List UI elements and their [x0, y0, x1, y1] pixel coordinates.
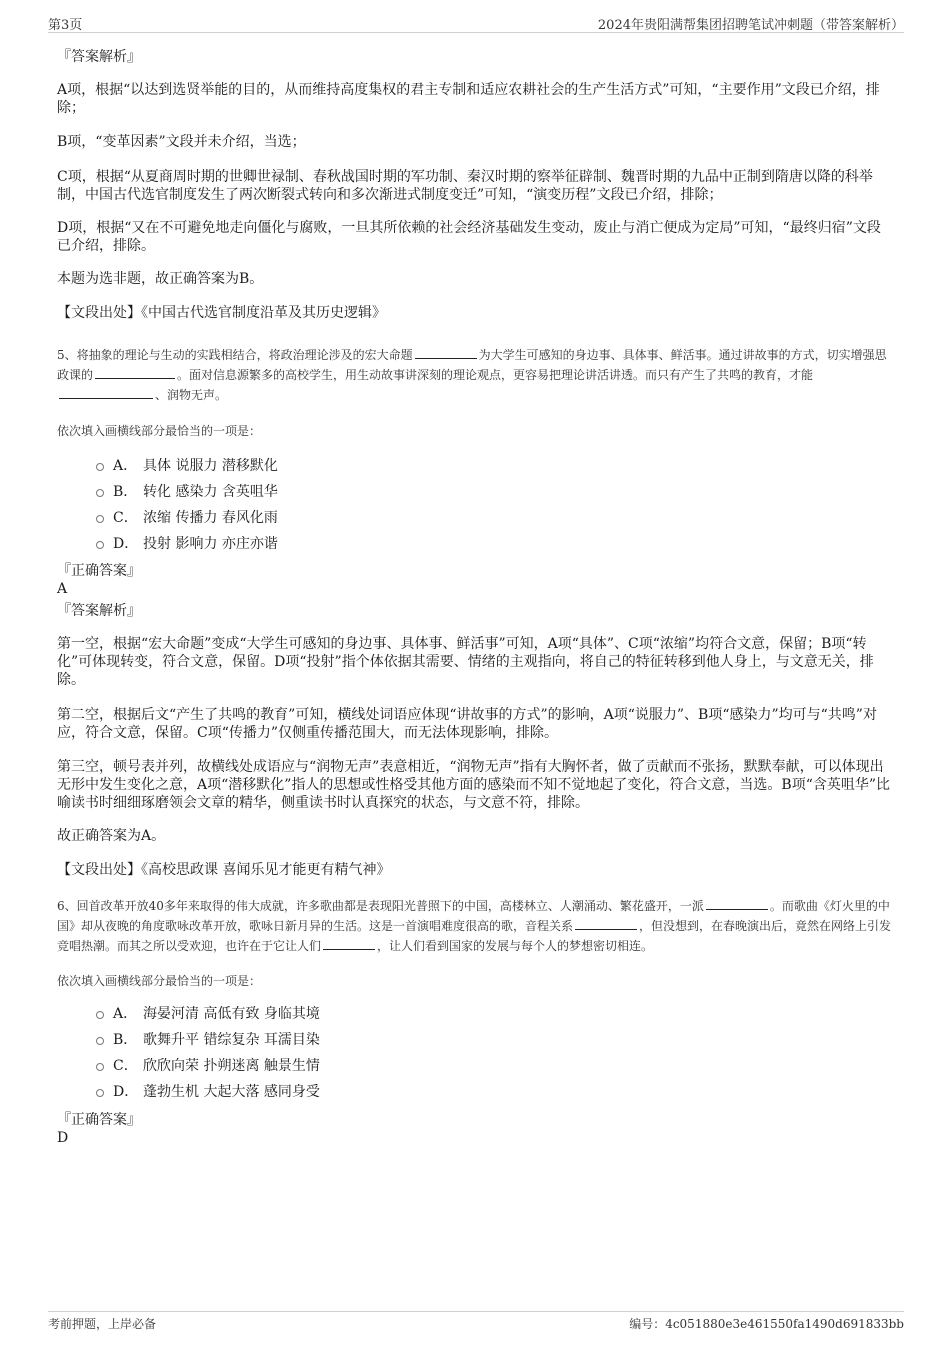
radio-icon[interactable] [96, 489, 104, 497]
q6-option-b[interactable]: B． 歌舞升平 错综复杂 耳濡目染 [96, 1026, 320, 1052]
q6-answer: D [57, 1130, 69, 1146]
q6-answer-heading: 『正确答案』 [57, 1112, 141, 1128]
q5-prompt: 依次填入画横线部分最恰当的一项是： [57, 424, 262, 438]
radio-icon[interactable] [96, 463, 104, 471]
q4-analysis-b: B项，“变革因素”文段并未介绍，当选； [57, 134, 306, 150]
footer-slogan: 考前押题，上岸必备 [48, 1317, 157, 1331]
q4-analysis-a: A项，根据“以达到选贤举能的目的，从而维持高度集权的君主专制和适应农耕社会的生产生活方式”可知，“主要作用”文段已介绍，排除； [57, 82, 880, 116]
blank-1 [415, 346, 477, 359]
q4-conclusion: 本题为选非题，故正确答案为B。 [57, 271, 264, 287]
blank-3 [59, 386, 153, 399]
document-title: 2024年贵阳满帮集团招聘笔试冲刺题（带答案解析） [597, 18, 904, 33]
document-id: 编号：4c051880e3e461550fa1490d691833bb [629, 1317, 904, 1331]
radio-icon[interactable] [96, 1089, 104, 1097]
q6-stem: 6、回首改革开放40多年来取得的伟大成就，许多歌曲都是表现阳光普照下的中国，高楼林立、人潮涌动、繁花盛开，一派 。而歌曲《灯火里的中国》却从夜晚的角度歌咏改革开放，歌咏日新月异的生活。这是一首演唱难度很高的歌，音程关系 ，但没想到，在春晚演出后，竟然在网络上引发竞唱热潮。而其之所以受欢迎，也许在于它让人们 ，让人们看到国家的发展与每个人的梦想密切相连。 [57, 899, 892, 953]
q5-option-b[interactable]: B． 转化 感染力 含英咀华 [96, 478, 278, 504]
radio-icon[interactable] [96, 1063, 104, 1071]
q6-option-c[interactable]: C． 欣欣向荣 扑朔迷离 触景生情 [96, 1052, 320, 1078]
q5-analysis-3: 第三空，顿号表并列，故横线处成语应与“润物无声”表意相近，“润物无声”指有大胸怀者，做了贡献而不张扬，默默奉献，可以体现出无形中发生变化之意，A项“潜移默化”指人的思想或性格受其他方面的感染而不知不觉地起了变化，符合文意，当选。B项“含英咀华”比喻读书时细细琢磨领会文章的精华，侧重读书时认真探究的状态，与文意不符，排除。 [57, 759, 891, 811]
q5-conclusion: 故正确答案为A。 [57, 828, 166, 844]
page-footer [48, 1311, 904, 1331]
q5-stem: 5、将抽象的理论与生动的实践相结合，将政治理论涉及的宏大命题 为大学生可感知的身边事、具体事、鲜活事。通过讲故事的方式，切实增强思政课的 。面对信息源繁多的高校学生，用生动故事讲深刻的理论观点，更容易把理论讲活讲透。而只有产生了共鸣的教育，才能、润物无声。 [57, 348, 887, 402]
radio-icon[interactable] [96, 541, 104, 549]
q6-option-d[interactable]: D． 蓬勃生机 大起大落 感同身受 [96, 1078, 320, 1104]
q4-analysis-heading: 『答案解析』 [57, 49, 141, 65]
q5-source: 【文段出处】《高校思政课 喜闻乐见才能更有精气神》 [57, 862, 391, 878]
blank-3 [323, 937, 375, 950]
blank-2 [95, 366, 175, 379]
blank-2 [575, 917, 637, 930]
q4-source: 【文段出处】《中国古代选官制度沿革及其历史逻辑》 [57, 305, 386, 321]
q5-option-c[interactable]: C． 浓缩 传播力 春风化雨 [96, 504, 278, 530]
q6-prompt: 依次填入画横线部分最恰当的一项是： [57, 974, 262, 988]
page-header [48, 12, 904, 33]
radio-icon[interactable] [96, 1011, 104, 1019]
q6-option-a[interactable]: A． 海晏河清 高低有致 身临其境 [96, 1000, 320, 1026]
page-number: 第3页 [48, 18, 83, 33]
radio-icon[interactable] [96, 515, 104, 523]
q5-option-d[interactable]: D． 投射 影响力 亦庄亦谐 [96, 530, 278, 556]
q5-answer-heading: 『正确答案』 [57, 563, 141, 579]
q5-options [96, 452, 278, 556]
q5-analysis-heading: 『答案解析』 [57, 603, 141, 619]
q5-analysis-1: 第一空，根据“宏大命题”变成“大学生可感知的身边事、具体事、鲜活事”可知，A项“具体”、C项“浓缩”均符合文意，保留；B项“转化”可体现转变，符合文意，保留。D项“投射”指个体依据其需要、情绪的主观指向，将自己的特征转移到他人身上，与文意无关，排除。 [57, 636, 874, 688]
q5-answer: A [57, 581, 68, 597]
q4-analysis-d: D项，根据“又在不可避免地走向僵化与腐败，一旦其所依赖的社会经济基础发生变动，废止与消亡便成为定局”可知，“最终归宿”文段已介绍，排除。 [57, 220, 881, 254]
q5-analysis-2: 第二空，根据后文“产生了共鸣的教育”可知，横线处词语应体现“讲故事的方式”的影响，A项“说服力”、B项“感染力”均可与“共鸣”对应，符合文意，保留。C项“传播力”仅侧重传播范围大，而无法体现影响，排除。 [57, 707, 877, 741]
q5-option-a[interactable]: A． 具体 说服力 潜移默化 [96, 452, 278, 478]
q6-options [96, 1000, 320, 1104]
radio-icon[interactable] [96, 1037, 104, 1045]
q4-analysis-c: C项，根据“从夏商周时期的世卿世禄制、春秋战国时期的军功制、秦汉时期的察举征辟制、魏晋时期的九品中正制到隋唐以降的科举制，中国古代选官制度发生了两次断裂式转向和多次渐进式制度变迁”可知，“演变历程”文段已介绍，排除； [57, 169, 873, 203]
blank-1 [706, 897, 768, 910]
